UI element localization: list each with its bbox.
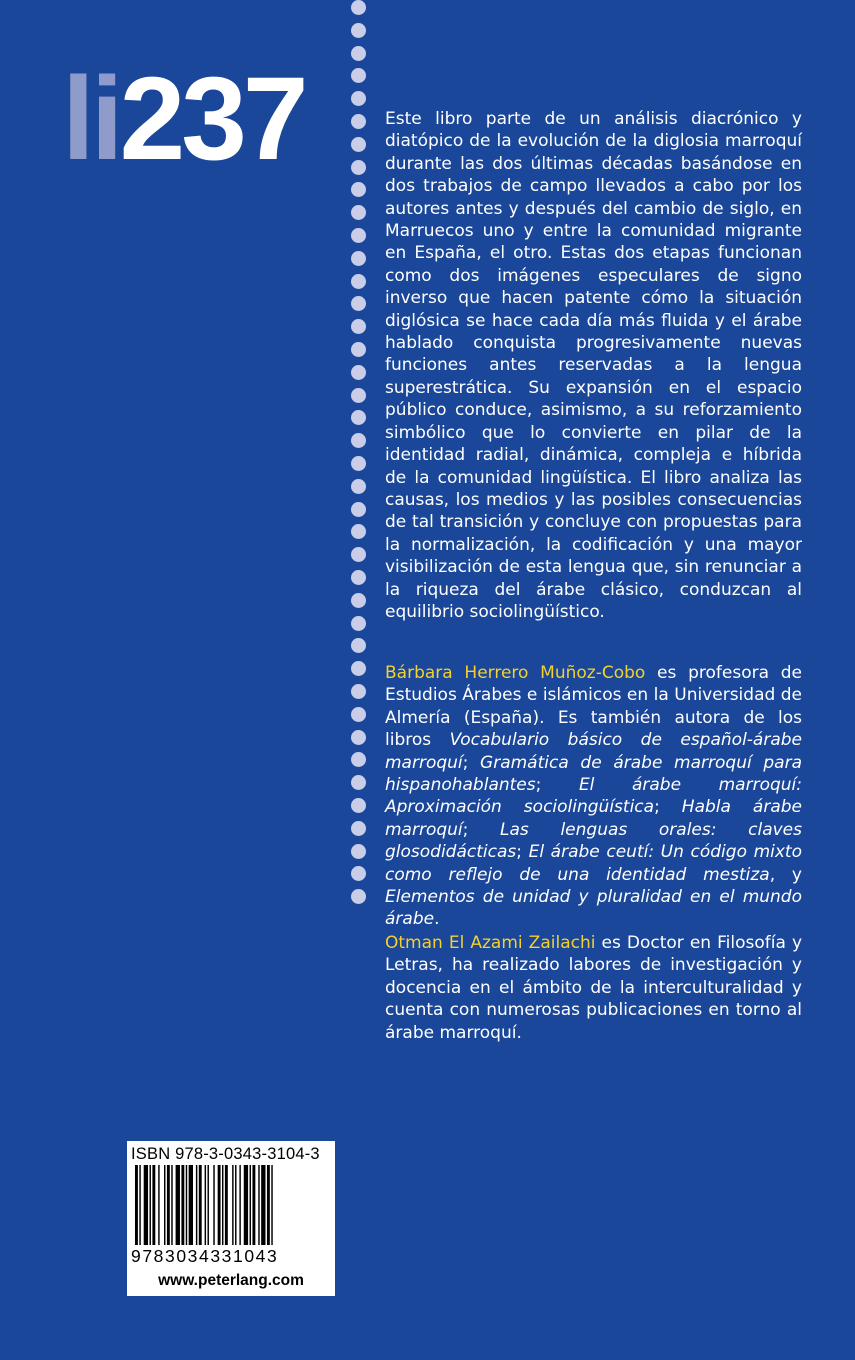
decorative-dot xyxy=(351,433,366,448)
barcode-bar xyxy=(267,1165,270,1245)
barcode-bars xyxy=(131,1165,331,1245)
barcode-bar xyxy=(144,1165,148,1245)
decorative-dot xyxy=(351,684,366,699)
decorative-dot xyxy=(351,524,366,539)
barcode-bar xyxy=(164,1165,165,1245)
decorative-dot xyxy=(351,160,366,175)
decorative-dot xyxy=(351,730,366,745)
book-title: Vocabulario básico de español-árabe marroquí xyxy=(385,730,803,773)
decorative-dot xyxy=(351,798,366,813)
decorative-dot xyxy=(351,775,366,790)
decorative-dot xyxy=(351,228,366,243)
decorative-dot xyxy=(351,616,366,631)
decorative-dot xyxy=(351,91,366,106)
book-title: El árabe ceutí: Un código mixto como reflejo de una identidad mestiza xyxy=(385,842,802,885)
bio1-intro: es profesora de Estudios Árabes e islámicos en la Universidad de Almería (España). Es también autora de los libros xyxy=(385,663,802,751)
barcode-bar xyxy=(225,1165,228,1245)
barcode-bar xyxy=(189,1165,193,1245)
decorative-dot xyxy=(351,68,366,83)
decorative-dot xyxy=(351,889,366,904)
barcode-bar xyxy=(250,1165,251,1245)
dot-column xyxy=(351,0,371,930)
decorative-dot xyxy=(351,547,366,562)
decorative-dot xyxy=(351,23,366,38)
decorative-dot xyxy=(351,502,366,517)
decorative-dot xyxy=(351,388,366,403)
decorative-dot xyxy=(351,638,366,653)
decorative-dot xyxy=(351,570,366,585)
decorative-dot xyxy=(351,365,366,380)
bio2-text: es Doctor en Filosofía y Letras, ha realizado labores de investigación y docencia en el ámbito de la interculturalidad y cuenta con numerosas publicaciones en torno al árabe marroquí. xyxy=(385,933,802,1043)
author-name-1: Bárbara Herrero Muñoz-Cobo xyxy=(385,663,646,683)
decorative-dot xyxy=(351,707,366,722)
book-title: Las lenguas orales: claves glosodidácticas xyxy=(385,819,802,863)
barcode-bar xyxy=(271,1165,272,1245)
decorative-dot xyxy=(351,821,366,836)
barcode-bar xyxy=(186,1165,187,1245)
barcode-bar xyxy=(235,1165,236,1245)
barcode-bar xyxy=(135,1165,138,1245)
barcode-bar xyxy=(232,1165,233,1245)
barcode-bar xyxy=(152,1165,155,1245)
barcode-digits: 9783034331043 xyxy=(131,1246,279,1266)
decorative-dot xyxy=(351,410,366,425)
decorative-dot xyxy=(351,274,366,289)
book-description: Este libro parte de un análisis diacrónico y diatópico de la evolución de la diglosia marroquí durante las dos últimas décadas basándose en dos trabajos de campo llevados a cabo por los autores antes y después del cambio de siglo, en Marruecos uno y entre la comunidad migrante en España, el otro. Estas dos etapas funcionan como dos imágenes especulares de signo inverso que hacen patente cómo la situación diglósica se hace cada día más fluida y el árabe hablado conquista progresivamente nuevas funciones antes reservadas a la lengua superestrática. Su expansión en el espacio público conduce, asimismo, a su reforzamiento simbólico que lo convierte en pilar de la identidad radial, dinámica, compleja e híbrida de la comunidad lingüística. El libro analiza las causas, los medios y las posibles consecuencias de tal transición y concluye con propuestas para la normalización, la codificación y una mayor visibilización de esta lengua que, sin renunciar a la riqueza del árabe clásico, conduzcan al equilibrio sociolingüístico. xyxy=(385,109,802,622)
decorative-dot xyxy=(351,251,366,266)
author-bio-2 xyxy=(385,932,802,1044)
decorative-dot xyxy=(351,844,366,859)
decorative-dot xyxy=(351,137,366,152)
author-name-2: Otman El Azami Zailachi xyxy=(385,933,596,953)
series-number: 237 xyxy=(119,53,305,185)
barcode-bar xyxy=(199,1165,202,1245)
barcode-bar xyxy=(158,1165,159,1245)
decorative-dot xyxy=(351,296,366,311)
barcode-bar xyxy=(244,1165,248,1245)
decorative-dot xyxy=(351,182,366,197)
barcode-bar xyxy=(222,1165,223,1245)
book-title: El árabe marroquí: Aproximación sociolingüística xyxy=(385,775,802,818)
book-title: Habla árabe marroquí xyxy=(385,797,802,840)
series-prefix: li xyxy=(62,53,120,185)
isbn-label: ISBN 978-3-0343-3104-3 xyxy=(131,1145,320,1163)
decorative-dot xyxy=(351,114,366,129)
decorative-dot xyxy=(351,752,366,767)
decorative-dot xyxy=(351,319,366,334)
book-title: Gramática de árabe marroquí para hispanohablantes xyxy=(385,752,802,796)
barcode-bar xyxy=(150,1165,151,1245)
decorative-dot xyxy=(351,593,366,608)
publisher-url: www.peterlang.com xyxy=(158,1272,304,1289)
barcode-bar xyxy=(239,1165,240,1245)
decorative-dot xyxy=(351,0,366,15)
decorative-dot xyxy=(351,661,366,676)
book-title: Elementos de unidad y pluralidad en el mundo árabe xyxy=(385,887,802,930)
barcode-bar xyxy=(261,1165,265,1245)
decorative-dot xyxy=(351,479,366,494)
barcode-bar xyxy=(213,1165,214,1245)
barcode-bar xyxy=(139,1165,140,1245)
barcode-block xyxy=(127,1141,335,1296)
decorative-dot xyxy=(351,866,366,881)
barcode-bar xyxy=(258,1165,259,1245)
barcode-bar xyxy=(176,1165,180,1245)
barcode-bar xyxy=(171,1165,172,1245)
barcode-bar xyxy=(196,1165,197,1245)
barcode-bar xyxy=(208,1165,209,1245)
barcode-bar xyxy=(218,1165,221,1245)
barcode-bar xyxy=(167,1165,170,1245)
barcode-bar xyxy=(181,1165,184,1245)
author-bio-1: Bárbara Herrero Muñoz-Cobo es profesora de Estudios Árabes e islámicos en la Universidad de Almería (España). Es también autora de los libros Vocabulario básico de español-árabe marroquí; Gramática de árabe marroquí para hispanohablantes; El árabe marroquí: Aproximación sociolingüística; Habla árabe marroquí; Las lenguas orales: claves glosodidácticas; El árabe ceutí: Un código mixto como reflejo de una identidad mestiza, y Elementos de unidad y pluralidad en el mundo árabe. xyxy=(385,663,803,930)
decorative-dot xyxy=(351,456,366,471)
series-logo xyxy=(62,53,305,185)
barcode-bar xyxy=(205,1165,206,1245)
decorative-dot xyxy=(351,46,366,61)
decorative-dot xyxy=(351,342,366,357)
barcode-bar xyxy=(252,1165,255,1245)
decorative-dot xyxy=(351,205,366,220)
